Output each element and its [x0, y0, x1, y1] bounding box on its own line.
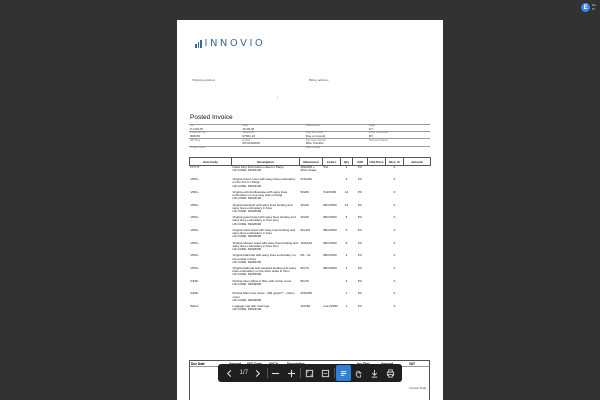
info-label: Order Reference [368, 131, 389, 135]
info-value: Due on receipt [305, 134, 326, 139]
cell-color: B01/P200 [323, 215, 337, 220]
item-description: Polsina inner pillow in fiber with cotton cover [232, 278, 292, 283]
cell-cm: PC [357, 227, 363, 232]
info-label: Telephone [242, 131, 255, 135]
hs-code: HS CODE: 63026000 [232, 234, 262, 239]
cell-cm: PC [357, 266, 363, 270]
cell-code: VIRG- [190, 189, 199, 194]
cell-dim: 270x240 [300, 177, 313, 182]
cell-cm: PC [357, 253, 363, 258]
cell-code: VIRG- [190, 266, 199, 270]
hs-code: HS CODE: 63026000 [232, 272, 262, 277]
cell-qty: 2 [345, 253, 348, 258]
cell-amt [404, 280, 431, 293]
info-label: E-Mail [242, 138, 250, 142]
item-description: Polsina Max inner duvet - 200 g/sqm** - cotton cover [232, 291, 295, 299]
cell-qty: 6 [345, 215, 348, 220]
item-description: Virginia duvet cover with wavy lines embroidery on the front in Parigi [232, 177, 296, 185]
info-cell [305, 146, 368, 150]
cell-code: VIRG- [190, 253, 199, 258]
info-cell [368, 132, 430, 139]
invoice-info-table [189, 124, 430, 150]
cell-price [368, 229, 386, 242]
cell-qty: 1 [345, 304, 348, 309]
cell-cm: PC [357, 165, 363, 169]
brand-name: INNOVIO [204, 38, 266, 49]
cell-price [368, 191, 386, 204]
cell-qty: 6 [345, 227, 348, 232]
table-row [190, 191, 431, 204]
cell-qty: 3 [345, 177, 348, 182]
company-logo [195, 38, 265, 49]
item-description: Virginia facecloth with wavy lines binding and wavy lines embroidery in Kiev [232, 202, 293, 210]
info-cell [189, 146, 242, 150]
cell-code: INNR- [190, 291, 199, 296]
cell-disc: 0 [393, 215, 396, 220]
pdf-viewer-toolbar [218, 364, 402, 382]
cell-amt [404, 305, 431, 318]
cell-desc [232, 267, 300, 280]
item-description: Virginia bathmat with squared binding and wavy lines embroidery on the short sides in Tarm [232, 266, 296, 274]
cell-qty: 1 [345, 291, 348, 296]
cell-price [368, 280, 386, 293]
cell-amt [404, 191, 431, 204]
cell-desc [232, 191, 300, 204]
cell-amt [404, 204, 431, 217]
cell-color: 511 [323, 165, 329, 169]
print-icon[interactable] [382, 365, 398, 381]
info-cell [242, 139, 299, 146]
cell-color: Ivory/P200 [323, 304, 338, 309]
column-header: Amount [404, 158, 431, 166]
table-row [190, 178, 431, 191]
totals-column-header: Due Date [191, 361, 205, 366]
cell-color: B01/P200 [323, 240, 337, 245]
item-description: Fitted King Size bottom sheet in Parigi [232, 165, 284, 169]
cell-disc: 0 [393, 291, 396, 296]
info-label: Customer No. [190, 131, 206, 135]
text-select-icon[interactable] [336, 365, 352, 381]
column-header: Description [232, 158, 300, 166]
cell-dim: 50x70 [300, 266, 309, 270]
hs-code: HS CODE: 62082100 [232, 259, 262, 264]
info-value: MT31422607 [242, 141, 261, 146]
cell-code: INNR- [190, 278, 199, 283]
cell-disc: 0 [393, 202, 396, 207]
logo-mark-icon [195, 40, 202, 48]
hand-tool-icon[interactable] [351, 365, 367, 381]
info-label: VAT Reg. [190, 138, 201, 142]
info-row [189, 132, 430, 139]
hs-code: HS CODE: 63023100 [232, 307, 262, 312]
chevron-left-icon[interactable] [222, 365, 238, 381]
cell-cm: PC [357, 202, 363, 207]
billing-address-label: Billing address [309, 78, 329, 82]
column-header: Colors [323, 158, 341, 166]
cell-price [368, 254, 386, 267]
hs-code: HS CODE: 63023100 [232, 183, 262, 188]
cell-code: VIRG- [190, 215, 199, 220]
totals-column-header: VAT [409, 361, 415, 366]
user-role: Pr [592, 7, 596, 11]
info-label: No. [190, 124, 195, 128]
info-value: 300156 [190, 134, 201, 139]
cell-disc: 0 [393, 189, 396, 194]
cell-qty: 12 [344, 189, 349, 194]
item-description: Luggage mat with trust logo [232, 304, 270, 309]
document-title: Posted Invoice [190, 114, 233, 121]
cell-amt [404, 242, 431, 255]
cell-desc [232, 229, 300, 242]
cell-amt [404, 166, 431, 179]
cell-code: VIRG- [190, 240, 199, 245]
cell-color: B01/P200 [323, 266, 337, 270]
page-indicator[interactable]: 1/7 [239, 370, 248, 376]
info-label: Salesperson [305, 124, 321, 128]
cell-dim: 260x250 [300, 291, 313, 296]
item-description: Virginia oxford pillowcase with wavy lines embroidery on one long side in Parigi [232, 189, 288, 198]
cell-amt [404, 216, 431, 229]
cell-disc: 0 [393, 304, 396, 309]
cell-qty: 12 [344, 202, 349, 207]
cell-color [323, 178, 341, 191]
cell-code: VIRG- [190, 227, 199, 232]
column-header: Disc. % [386, 158, 404, 166]
info-cell [189, 139, 242, 146]
info-cell [368, 139, 430, 146]
info-cell [305, 139, 368, 146]
table-row [190, 305, 431, 318]
cell-qty: 4 [345, 278, 348, 283]
separator-mark: | [277, 95, 278, 99]
cell-amt [404, 178, 431, 191]
info-value: MY [368, 134, 374, 139]
cell-price [368, 292, 386, 305]
fit-page-icon[interactable] [302, 365, 318, 381]
cell-price [368, 305, 386, 318]
cell-qty: 6 [345, 240, 348, 245]
cell-disc: 0 [393, 165, 396, 169]
cell-color: B01/P200 [323, 202, 337, 207]
cell-disc: 0 [393, 177, 396, 182]
cell-amt [404, 292, 431, 305]
hs-code: HS CODE: 94049000 [232, 297, 262, 302]
info-row [189, 139, 430, 146]
top-bar [0, 0, 600, 16]
cell-cm: PC [357, 240, 363, 245]
cell-cm: PC [357, 304, 363, 309]
cell-dim: 30x30 [300, 202, 309, 207]
info-cell [242, 132, 299, 139]
user-chip[interactable] [581, 3, 596, 12]
cell-disc: 0 [393, 278, 396, 283]
download-icon[interactable] [367, 365, 383, 381]
user-name: Re [592, 3, 596, 7]
zoom-in-icon[interactable] [284, 365, 300, 381]
cell-qty: 2 [345, 266, 348, 270]
info-label: Payment terms [305, 131, 324, 135]
item-description: Virginia shower towel with wavy lines binding and wavy lines embroidery in Kiev terry [232, 240, 298, 248]
info-row [189, 146, 430, 150]
cell-cm: PC [357, 189, 363, 194]
info-cell [368, 146, 430, 150]
info-label: Bank Details [305, 145, 321, 149]
cell-dim: 40x60 [300, 215, 309, 220]
cell-color: B01/P200 [323, 253, 337, 258]
cell-code: VIRG- [190, 202, 199, 207]
cell-price [368, 166, 386, 179]
info-value: 16.08.20 [242, 127, 255, 132]
cell-price [368, 178, 386, 191]
info-cell [242, 146, 299, 150]
cell-price [368, 267, 386, 280]
cell-price [368, 242, 386, 255]
info-cell [305, 132, 368, 139]
cell-price [368, 216, 386, 229]
info-value: 07601 10 [242, 134, 256, 139]
invoice-page [177, 20, 443, 400]
cell-amt [404, 267, 431, 280]
table-row [190, 229, 431, 242]
info-cell [189, 132, 242, 139]
cell-price [368, 204, 386, 217]
info-label: Project Code [190, 145, 205, 149]
cell-cm: PC [357, 177, 363, 182]
cell-cm: PC [357, 278, 363, 283]
chevron-right-icon[interactable] [250, 365, 266, 381]
cell-disc: 0 [393, 266, 396, 270]
cell-color: B01/P200 [323, 227, 337, 232]
column-header: Dimension [300, 158, 323, 166]
cell-desc [232, 305, 300, 318]
zoom-out-icon[interactable] [268, 365, 284, 381]
hs-code: HS CODE: 94049000 [232, 281, 262, 286]
cell-dim: 110x60 [300, 304, 311, 309]
column-header: Qty [341, 158, 353, 166]
cell-code: FITT-5 [190, 165, 200, 169]
cell-cm: PC [357, 291, 363, 296]
info-label: Page [368, 124, 375, 128]
cell-dim: 50x80 [300, 189, 309, 194]
fit-width-icon[interactable] [317, 365, 333, 381]
cell-disc: 0 [393, 227, 396, 232]
shipping-address-label: Shipping address [192, 78, 216, 82]
cell-amt [404, 229, 431, 242]
item-description: Virginia hand towel with wavy lines binding and wavy lines embroidery in Kiev [232, 227, 295, 236]
item-description: Virginia bathrobe with wavy lines embroidery on the pocket in Kiev [232, 253, 296, 261]
info-value: Wire Transfer [305, 141, 324, 146]
cell-dim: 100x160 [300, 240, 313, 245]
cell-color [323, 280, 341, 293]
cell-dim: 60x110 [300, 227, 311, 232]
info-value: 1/7 [368, 127, 373, 132]
items-table [189, 157, 431, 318]
cell-amt [404, 254, 431, 267]
item-description: Virginia guest towel with wavy lines binding and wavy lines embroidery in Kiev terry [232, 215, 296, 223]
cell-code: BAGI- [190, 304, 199, 309]
cell-disc: 0 [393, 253, 396, 258]
cell-dim: 180x200 + 40cm drape [300, 165, 317, 173]
cell-disc: 0 [393, 240, 396, 245]
invoice-total-label: Invoice Total [409, 386, 426, 390]
cell-code: VIRG- [190, 177, 199, 182]
info-value: PJ-20178 [190, 127, 203, 132]
column-header: Unit Price [369, 159, 384, 164]
column-header: C/M [353, 158, 368, 166]
column-header: Item Code [190, 158, 232, 166]
info-label: Shipment Status [368, 138, 388, 142]
hs-code: HS CODE: 63026000 [232, 221, 262, 226]
info-label: Payment method [305, 138, 326, 142]
cell-qty: 3 [345, 165, 348, 169]
cell-cm: PC [357, 215, 363, 220]
table-row [190, 267, 431, 280]
hs-code: HS CODE: 63026000 [232, 247, 262, 252]
info-label: Date [242, 124, 248, 128]
cell-color: 511/P200 [323, 189, 337, 194]
hs-code: HS CODE: 63026000 [232, 208, 262, 213]
hs-code: HS CODE: 63023100 [232, 196, 262, 201]
hs-code: HS CODE: 63023100 [232, 168, 262, 173]
cell-desc [232, 178, 300, 191]
cell-dim: ML - XL [300, 253, 311, 258]
cell-dim: 50x70 [300, 278, 309, 283]
avatar[interactable]: E [581, 3, 590, 12]
